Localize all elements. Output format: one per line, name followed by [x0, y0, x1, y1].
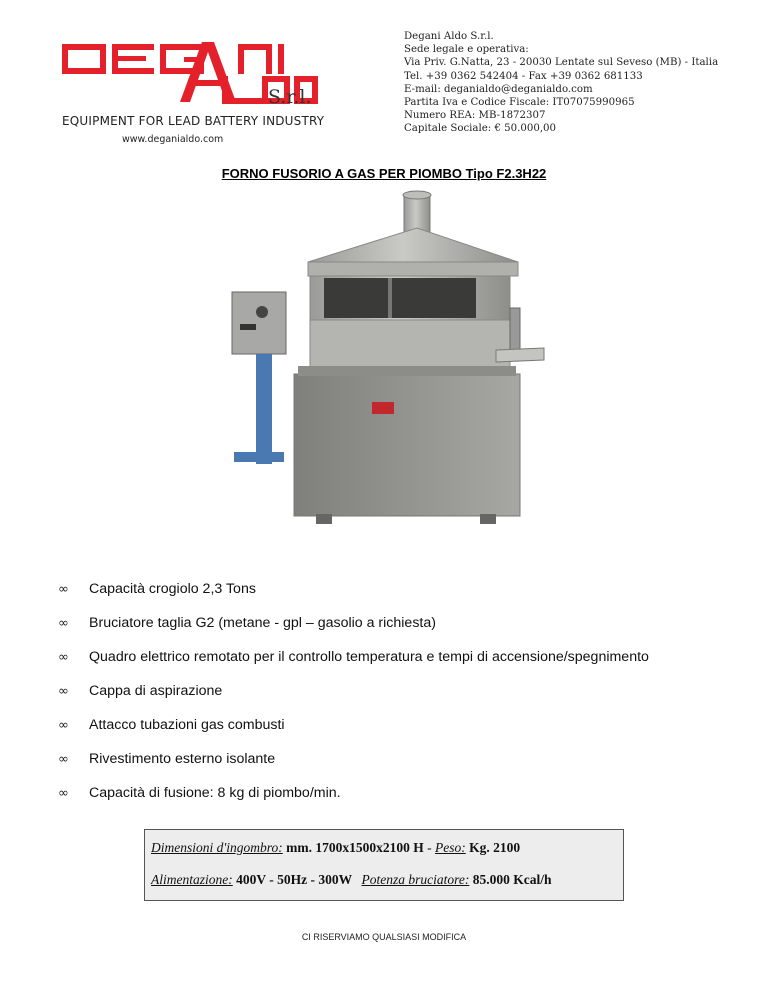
- company-info: [404, 30, 724, 136]
- burner-power-value: 85.000 Kcal/h: [472, 872, 552, 887]
- feature-list: [58, 572, 748, 810]
- feature-text: Bruciatore taglia G2 (metane - gpl – gasolio a richiesta): [89, 615, 436, 631]
- feature-text: Quadro elettrico remotato per il controllo temperatura e tempi di accensione/spegnimento: [89, 649, 649, 665]
- feature-item: [58, 708, 748, 742]
- weight-value: Kg. 2100: [469, 840, 521, 855]
- bullet-icon: ∞: [58, 683, 69, 699]
- spec-line-power: [151, 872, 551, 888]
- company-info-line: Via Priv. G.Natta, 23 - 20030 Lentate sul Seveso (MB) - Italia: [404, 57, 719, 69]
- specifications-box: [144, 829, 624, 901]
- power-supply-value: 400V - 50Hz - 300W: [236, 872, 353, 887]
- spec-line-dimensions: [151, 840, 520, 856]
- company-info-line: Sede legale e operativa:: [404, 44, 529, 56]
- feature-item: [58, 572, 748, 606]
- bullet-icon: ∞: [58, 717, 69, 733]
- bullet-icon: ∞: [58, 649, 69, 665]
- power-supply-label: Alimentazione:: [151, 872, 233, 887]
- bullet-icon: ∞: [58, 581, 69, 597]
- feature-item: [58, 776, 748, 810]
- feature-item: [58, 674, 748, 708]
- spec-separator: -: [427, 840, 432, 855]
- feature-text: Capacità di fusione: 8 kg di piombo/min.: [89, 785, 341, 801]
- feature-text: Cappa di aspirazione: [89, 683, 223, 699]
- company-email[interactable]: E-mail: deganialdo@deganialdo.com: [404, 83, 593, 95]
- footer-disclaimer: CI RISERVIAMO QUALSIASI MODIFICA: [301, 932, 467, 942]
- document-title: FORNO FUSORIO A GAS PER PIOMBO Tipo F2.3H22: [221, 166, 547, 181]
- company-website[interactable]: www.deganialdo.com: [122, 134, 224, 145]
- feature-item: [58, 606, 748, 640]
- furnace-product-image: [218, 190, 548, 535]
- company-info-line: Partita Iva e Codice Fiscale: IT07075990965: [404, 97, 635, 109]
- company-info-line: Numero REA: MB-1872307: [404, 110, 546, 122]
- company-tagline: EQUIPMENT FOR LEAD BATTERY INDUSTRY: [62, 114, 325, 128]
- feature-text: Attacco tubazioni gas combusti: [89, 717, 285, 733]
- weight-label: Peso:: [435, 840, 466, 855]
- bullet-icon: ∞: [58, 751, 69, 767]
- company-info-line: Degani Aldo S.r.l.: [404, 31, 494, 42]
- bullet-icon: ∞: [58, 785, 69, 801]
- dimensions-value: mm. 1700x1500x2100 H: [286, 840, 424, 855]
- burner-power-label: Potenza bruciatore:: [361, 872, 470, 887]
- bullet-icon: ∞: [58, 615, 69, 631]
- feature-text: Capacità crogiolo 2,3 Tons: [89, 581, 256, 597]
- feature-text: Rivestimento esterno isolante: [89, 751, 276, 767]
- feature-item: [58, 742, 748, 776]
- logo-suffix: S.r.l.: [268, 86, 312, 108]
- feature-item: [58, 640, 748, 674]
- company-info-line: Tel. +39 0362 542404 - Fax +39 0362 681133: [404, 70, 643, 82]
- company-info-line: Capitale Sociale: € 50.000,00: [404, 123, 557, 135]
- dimensions-label: Dimensioni d'ingombro:: [151, 840, 283, 855]
